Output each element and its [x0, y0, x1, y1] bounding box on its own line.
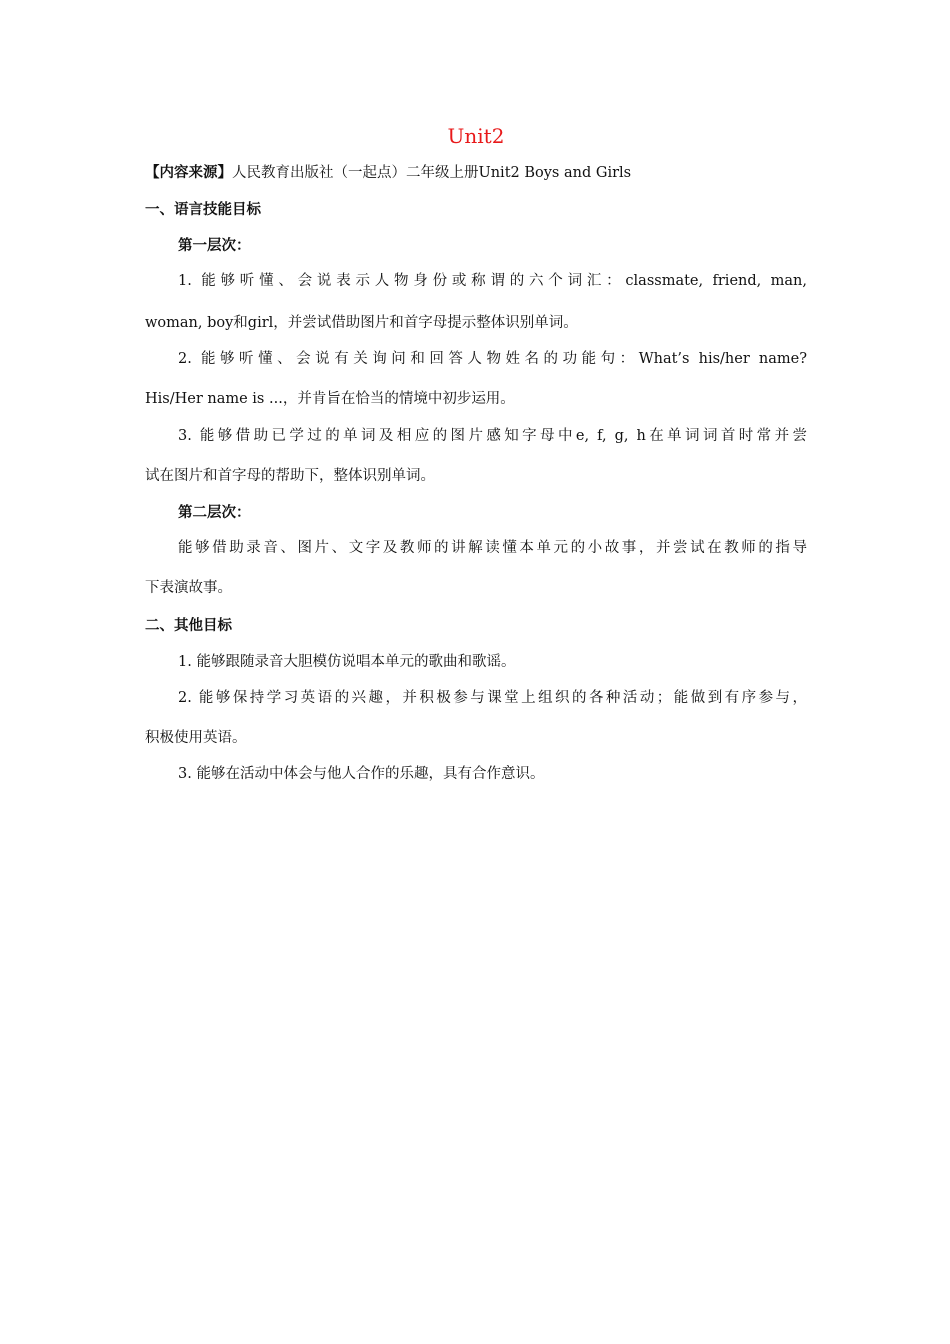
- level1-heading: 第一层次：: [178, 238, 251, 254]
- objective-1-line-2: woman, boy和girl，并尝试借助图片和首字母提示整体识别单词。: [145, 315, 578, 331]
- section1-heading: 一、语言技能目标: [145, 202, 261, 218]
- objective-2-line-2: His/Her name is ...，并肯旨在恰当的情境中初步运用。: [145, 391, 515, 407]
- source-line: [145, 163, 807, 183]
- level2-heading: 第二层次：: [178, 505, 251, 521]
- objective-2-line-1: 2. 能够听懂、会说有关询问和回答人物姓名的功能句：What’s his/her name?: [178, 351, 807, 367]
- source-text: 人民教育出版社（一起点）二年级上册Unit2 Boys and Girls: [232, 165, 632, 181]
- document-title: Unit2: [447, 124, 505, 148]
- objective-3-line-1: 3. 能够借助已学过的单词及相应的图片感知字母中e, f, g, h在单词词首时常并尝: [178, 428, 807, 444]
- other-objective-3: 3. 能够在活动中体会与他人合作的乐趣，具有合作意识。: [178, 766, 545, 782]
- source-label: 【内容来源】: [145, 165, 232, 181]
- objective-1-line-1: 1. 能够听懂、会说表示人物身份或称谓的六个词汇：classmate, friend, man,: [178, 273, 807, 289]
- objective-3-line-2: 试在图片和首字母的帮助下，整体识别单词。: [145, 468, 435, 484]
- other-objective-2-line-1: 2. 能够保持学习英语的兴趣，并积极参与课堂上组织的各种活动；能做到有序参与，: [178, 690, 807, 706]
- other-objective-1: 1. 能够跟随录音大胆模仿说唱本单元的歌曲和歌谣。: [178, 654, 516, 670]
- section2-heading: 二、其他目标: [145, 618, 232, 634]
- level2-line-2: 下表演故事。: [145, 580, 232, 596]
- level2-line-1: 能够借助录音、图片、文字及教师的讲解读懂本单元的小故事，并尝试在教师的指导: [178, 540, 807, 556]
- other-objective-2-line-2: 积极使用英语。: [145, 730, 247, 746]
